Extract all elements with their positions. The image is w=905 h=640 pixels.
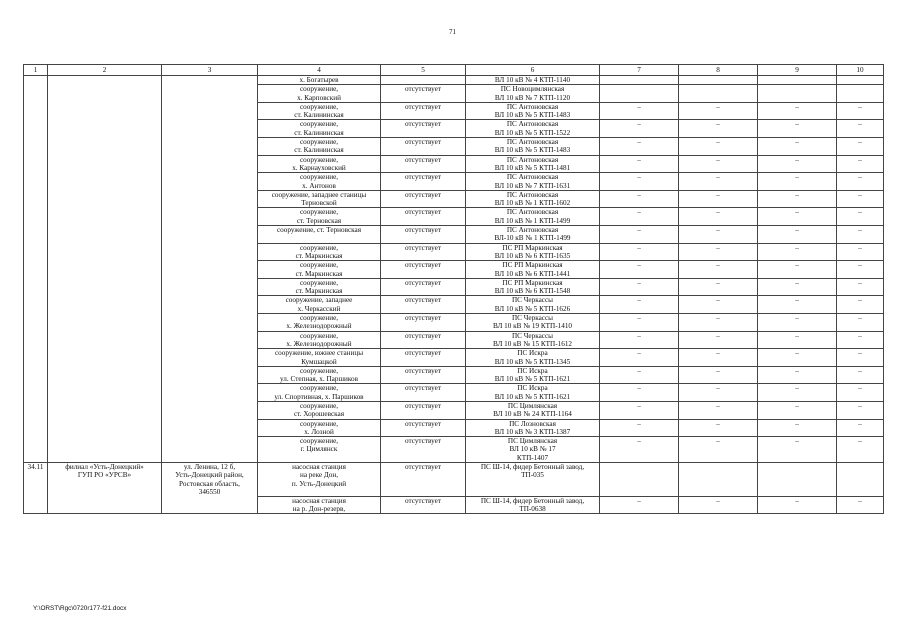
- cell-c4: сооружение, х. Карповский: [258, 85, 381, 103]
- cell-c8: –: [679, 173, 758, 191]
- column-number: 5: [381, 65, 466, 76]
- cell-c9: –: [758, 102, 837, 120]
- cell-c7: [600, 463, 679, 497]
- cell-c7: –: [600, 296, 679, 314]
- cell-c9: –: [758, 384, 837, 402]
- cell-c10: –: [837, 278, 884, 296]
- cell-c6: ПС Ш-14, фидер Бетонный завод, ТП-0638: [466, 496, 600, 514]
- cell-c9: –: [758, 261, 837, 279]
- cell-c6: ПС Искра ВЛ 10 кВ № 5 КТП-1621: [466, 384, 600, 402]
- cell-c7: –: [600, 190, 679, 208]
- cell-c9: –: [758, 173, 837, 191]
- cell-c5: отсутствует: [381, 331, 466, 349]
- table-row: [24, 278, 884, 296]
- cell-c1: [24, 120, 48, 138]
- cell-c6: ПС Антоновская ВЛ 10 кВ № 5 КТП-1522: [466, 120, 600, 138]
- cell-c4: сооружение, западнее х. Черкасский: [258, 296, 381, 314]
- cell-c8: –: [679, 331, 758, 349]
- cell-c9: –: [758, 155, 837, 173]
- cell-c6: ПС Искра ВЛ 10 кВ № 5 КТП-1345: [466, 349, 600, 367]
- cell-c5: отсутствует: [381, 226, 466, 244]
- cell-c1: [24, 437, 48, 463]
- cell-c3: [162, 401, 258, 419]
- table-row: [24, 138, 884, 156]
- cell-c4: сооружение, х. Лозной: [258, 419, 381, 437]
- cell-c4: сооружение, ст. Калининская: [258, 138, 381, 156]
- cell-c3: [162, 173, 258, 191]
- cell-c1: [24, 401, 48, 419]
- cell-c9: [758, 76, 837, 85]
- cell-c10: –: [837, 120, 884, 138]
- cell-c2: [48, 349, 162, 367]
- cell-c4: сооружение, ул. Степная, х. Паршиков: [258, 366, 381, 384]
- cell-c10: –: [837, 208, 884, 226]
- cell-c2: [48, 120, 162, 138]
- data-table: [23, 64, 884, 514]
- cell-c8: –: [679, 349, 758, 367]
- cell-c8: –: [679, 366, 758, 384]
- cell-c10: –: [837, 190, 884, 208]
- cell-c9: –: [758, 496, 837, 514]
- column-number: 1: [24, 65, 48, 76]
- cell-c6: ПС Антоновская ВЛ 10 кВ № 5 КТП-1483: [466, 102, 600, 120]
- cell-c7: –: [600, 401, 679, 419]
- cell-c5: отсутствует: [381, 314, 466, 332]
- cell-c8: –: [679, 314, 758, 332]
- column-number: 8: [679, 65, 758, 76]
- cell-c9: –: [758, 331, 837, 349]
- cell-c5: отсутствует: [381, 155, 466, 173]
- column-number: 10: [837, 65, 884, 76]
- cell-c5: отсутствует: [381, 120, 466, 138]
- cell-c2: [48, 85, 162, 103]
- cell-c6: ПС Антоновская ВЛ 10 кВ № 1 КТП-1602: [466, 190, 600, 208]
- cell-c8: –: [679, 226, 758, 244]
- cell-c2: [48, 384, 162, 402]
- cell-c1: [24, 296, 48, 314]
- cell-c10: [837, 76, 884, 85]
- cell-c9: –: [758, 278, 837, 296]
- cell-c6: ПС Антоновская ВЛ-10 кВ № 1 КТП-1499: [466, 226, 600, 244]
- cell-c9: [758, 85, 837, 103]
- cell-c4: сооружение, ст. Терновская: [258, 226, 381, 244]
- cell-c2: [48, 366, 162, 384]
- cell-c3: [162, 120, 258, 138]
- cell-c7: –: [600, 138, 679, 156]
- cell-c9: [758, 463, 837, 497]
- cell-c5: отсутствует: [381, 401, 466, 419]
- cell-c4: сооружение, ул. Спортивная, х. Паршиков: [258, 384, 381, 402]
- cell-c7: –: [600, 331, 679, 349]
- cell-c8: –: [679, 496, 758, 514]
- cell-c9: –: [758, 314, 837, 332]
- cell-c7: –: [600, 496, 679, 514]
- cell-c7: –: [600, 366, 679, 384]
- cell-c7: –: [600, 226, 679, 244]
- cell-c5: отсутствует: [381, 173, 466, 191]
- cell-c7: –: [600, 419, 679, 437]
- cell-c3: [162, 419, 258, 437]
- table-body: [24, 76, 884, 514]
- cell-c4: сооружение, западнее станицы Терновской: [258, 190, 381, 208]
- table-row: [24, 296, 884, 314]
- cell-c8: [679, 85, 758, 103]
- cell-c2: филиал «Усть-Донецкий» ГУП РО «УРСВ»: [48, 463, 162, 497]
- table-row: [24, 384, 884, 402]
- cell-c4: сооружение, южнее станицы Кумшацкой: [258, 349, 381, 367]
- table-row: [24, 401, 884, 419]
- column-number: 7: [600, 65, 679, 76]
- cell-c10: –: [837, 437, 884, 463]
- table-row: [24, 331, 884, 349]
- cell-c6: ПС Черкассы ВЛ 10 кВ № 5 КТП-1626: [466, 296, 600, 314]
- table-row: [24, 85, 884, 103]
- table-row: [24, 120, 884, 138]
- cell-c1: 34.11: [24, 463, 48, 497]
- cell-c2: [48, 243, 162, 261]
- cell-c9: –: [758, 208, 837, 226]
- cell-c3: ул. Ленина, 12 б, Усть-Донецкий район, Ростовская область, 346550: [162, 463, 258, 497]
- cell-c4: сооружение, ст. Калининская: [258, 102, 381, 120]
- cell-c9: –: [758, 138, 837, 156]
- cell-c9: –: [758, 437, 837, 463]
- cell-c6: ПС Цимлянская ВЛ 10 кВ № 24 КТП-1164: [466, 401, 600, 419]
- cell-c1: [24, 85, 48, 103]
- cell-c6: ПС Новоцимлянская ВЛ 10 кВ № 7 КТП-1120: [466, 85, 600, 103]
- cell-c7: –: [600, 243, 679, 261]
- cell-c2: [48, 226, 162, 244]
- cell-c4: х. Богатырев: [258, 76, 381, 85]
- cell-c5: отсутствует: [381, 208, 466, 226]
- cell-c7: –: [600, 155, 679, 173]
- cell-c2: [48, 296, 162, 314]
- cell-c6: ПС РП Маркинская ВЛ 10 кВ № 6 КТП-1635: [466, 243, 600, 261]
- cell-c10: –: [837, 366, 884, 384]
- cell-c4: сооружение, ст. Хорошевская: [258, 401, 381, 419]
- cell-c1: [24, 76, 48, 85]
- cell-c10: –: [837, 243, 884, 261]
- cell-c5: отсутствует: [381, 243, 466, 261]
- column-number: 9: [758, 65, 837, 76]
- cell-c1: [24, 102, 48, 120]
- cell-c3: [162, 226, 258, 244]
- cell-c2: [48, 496, 162, 514]
- column-number: 4: [258, 65, 381, 76]
- table-row: [24, 496, 884, 514]
- cell-c6: ПС Антоновская ВЛ 10 кВ № 5 КТП-1483: [466, 138, 600, 156]
- cell-c5: отсутствует: [381, 102, 466, 120]
- cell-c5: отсутствует: [381, 349, 466, 367]
- cell-c9: –: [758, 120, 837, 138]
- cell-c3: [162, 331, 258, 349]
- cell-c10: –: [837, 349, 884, 367]
- cell-c10: –: [837, 314, 884, 332]
- cell-c5: [381, 76, 466, 85]
- table-row: [24, 155, 884, 173]
- cell-c6: ПС Черкассы ВЛ 10 кВ № 19 КТП-1410: [466, 314, 600, 332]
- cell-c2: [48, 314, 162, 332]
- cell-c7: –: [600, 261, 679, 279]
- cell-c4: сооружение, г. Цимлянск: [258, 437, 381, 463]
- cell-c7: [600, 76, 679, 85]
- cell-c5: отсутствует: [381, 278, 466, 296]
- cell-c6: ПС Лозновская ВЛ 10 кВ № 3 КТП-1387: [466, 419, 600, 437]
- column-number: 2: [48, 65, 162, 76]
- cell-c1: [24, 226, 48, 244]
- cell-c8: –: [679, 155, 758, 173]
- cell-c3: [162, 349, 258, 367]
- table-row: [24, 102, 884, 120]
- cell-c7: –: [600, 173, 679, 191]
- cell-c1: [24, 278, 48, 296]
- cell-c3: [162, 138, 258, 156]
- cell-c8: –: [679, 102, 758, 120]
- cell-c8: –: [679, 190, 758, 208]
- cell-c7: [600, 85, 679, 103]
- cell-c10: –: [837, 173, 884, 191]
- cell-c4: насосная станция на р. Дон-резерв,: [258, 496, 381, 514]
- cell-c6: ПС Антоновская ВЛ 10 кВ № 7 КТП-1631: [466, 173, 600, 191]
- cell-c3: [162, 85, 258, 103]
- cell-c10: –: [837, 331, 884, 349]
- cell-c5: отсутствует: [381, 384, 466, 402]
- cell-c3: [162, 208, 258, 226]
- cell-c3: [162, 155, 258, 173]
- table-row: [24, 349, 884, 367]
- cell-c1: [24, 366, 48, 384]
- table-row: [24, 226, 884, 244]
- cell-c5: отсутствует: [381, 437, 466, 463]
- cell-c3: [162, 76, 258, 85]
- table-row: [24, 208, 884, 226]
- cell-c9: –: [758, 190, 837, 208]
- cell-c1: [24, 384, 48, 402]
- cell-c2: [48, 173, 162, 191]
- cell-c9: –: [758, 226, 837, 244]
- cell-c10: –: [837, 496, 884, 514]
- cell-c3: [162, 366, 258, 384]
- cell-c9: –: [758, 401, 837, 419]
- cell-c7: –: [600, 437, 679, 463]
- cell-c9: –: [758, 366, 837, 384]
- table-row: [24, 173, 884, 191]
- cell-c1: [24, 331, 48, 349]
- cell-c3: [162, 278, 258, 296]
- cell-c4: сооружение, ст. Маркинская: [258, 243, 381, 261]
- cell-c4: сооружение, ст. Маркинская: [258, 278, 381, 296]
- cell-c2: [48, 138, 162, 156]
- cell-c2: [48, 155, 162, 173]
- cell-c1: [24, 138, 48, 156]
- cell-c5: отсутствует: [381, 463, 466, 497]
- cell-c2: [48, 419, 162, 437]
- cell-c8: –: [679, 278, 758, 296]
- cell-c6: ПС РП Маркинская ВЛ 10 кВ № 6 КТП-1441: [466, 261, 600, 279]
- cell-c3: [162, 296, 258, 314]
- table-row: [24, 437, 884, 463]
- cell-c8: [679, 76, 758, 85]
- cell-c1: [24, 314, 48, 332]
- cell-c4: сооружение, ст. Маркинская: [258, 261, 381, 279]
- cell-c2: [48, 208, 162, 226]
- file-path-footer: Y:\ORST\Rgc\0720r177-f21.docx: [33, 605, 127, 612]
- cell-c1: [24, 349, 48, 367]
- cell-c3: [162, 243, 258, 261]
- cell-c1: [24, 261, 48, 279]
- cell-c2: [48, 401, 162, 419]
- cell-c8: –: [679, 261, 758, 279]
- cell-c4: сооружение, ст. Калининская: [258, 120, 381, 138]
- table-row: [24, 190, 884, 208]
- cell-c6: ПС Искра ВЛ 10 кВ № 5 КТП-1621: [466, 366, 600, 384]
- page-number: 71: [449, 28, 456, 36]
- cell-c9: –: [758, 296, 837, 314]
- cell-c2: [48, 190, 162, 208]
- table-row: [24, 314, 884, 332]
- cell-c6: ПС Черкассы ВЛ 10 кВ № 15 КТП-1612: [466, 331, 600, 349]
- column-number: 3: [162, 65, 258, 76]
- cell-c8: –: [679, 138, 758, 156]
- cell-c8: –: [679, 243, 758, 261]
- cell-c3: [162, 314, 258, 332]
- cell-c4: сооружение, х. Железнодорожный: [258, 314, 381, 332]
- table-row: [24, 76, 884, 85]
- cell-c2: [48, 437, 162, 463]
- cell-c8: –: [679, 419, 758, 437]
- cell-c4: сооружение, х. Антонов: [258, 173, 381, 191]
- cell-c1: [24, 208, 48, 226]
- cell-c8: –: [679, 437, 758, 463]
- cell-c6: ВЛ 10 кВ № 4 КТП-1140: [466, 76, 600, 85]
- cell-c3: [162, 102, 258, 120]
- cell-c7: –: [600, 349, 679, 367]
- cell-c5: отсутствует: [381, 85, 466, 103]
- cell-c5: отсутствует: [381, 296, 466, 314]
- cell-c2: [48, 278, 162, 296]
- table-row: [24, 366, 884, 384]
- cell-c10: [837, 463, 884, 497]
- table-row: [24, 243, 884, 261]
- cell-c8: –: [679, 296, 758, 314]
- cell-c1: [24, 173, 48, 191]
- cell-c2: [48, 331, 162, 349]
- cell-c1: [24, 419, 48, 437]
- cell-c10: –: [837, 155, 884, 173]
- cell-c3: [162, 384, 258, 402]
- cell-c10: –: [837, 384, 884, 402]
- cell-c6: ПС Ш-14, фидер Бетонный завод, ТП-035: [466, 463, 600, 497]
- table-row: [24, 261, 884, 279]
- cell-c10: –: [837, 138, 884, 156]
- cell-c8: [679, 463, 758, 497]
- cell-c4: насосная станция на реке Дон, п. Усть-Донецкий: [258, 463, 381, 497]
- cell-c10: –: [837, 419, 884, 437]
- cell-c4: сооружение, х. Железнодорожный: [258, 331, 381, 349]
- cell-c8: –: [679, 401, 758, 419]
- cell-c6: ПС Антоновская ВЛ 10 кВ № 1 КТП-1499: [466, 208, 600, 226]
- cell-c7: –: [600, 208, 679, 226]
- cell-c5: отсутствует: [381, 496, 466, 514]
- cell-c1: [24, 155, 48, 173]
- cell-c3: [162, 437, 258, 463]
- cell-c9: –: [758, 419, 837, 437]
- cell-c6: ПС РП Маркинская ВЛ 10 кВ № 6 КТП-1548: [466, 278, 600, 296]
- cell-c10: –: [837, 226, 884, 244]
- cell-c6: ПС Цимлянская ВЛ 10 кВ № 17 КТП-1407: [466, 437, 600, 463]
- column-number-row: [24, 65, 884, 76]
- cell-c5: отсутствует: [381, 419, 466, 437]
- cell-c7: –: [600, 102, 679, 120]
- cell-c9: –: [758, 243, 837, 261]
- cell-c5: отсутствует: [381, 138, 466, 156]
- cell-c2: [48, 102, 162, 120]
- cell-c1: [24, 243, 48, 261]
- cell-c6: ПС Антоновская ВЛ 10 кВ № 5 КТП-1481: [466, 155, 600, 173]
- cell-c4: сооружение, х. Карнауховский: [258, 155, 381, 173]
- cell-c10: [837, 85, 884, 103]
- cell-c10: –: [837, 401, 884, 419]
- cell-c2: [48, 76, 162, 85]
- cell-c10: –: [837, 261, 884, 279]
- cell-c5: отсутствует: [381, 366, 466, 384]
- cell-c10: –: [837, 102, 884, 120]
- cell-c7: –: [600, 120, 679, 138]
- cell-c8: –: [679, 120, 758, 138]
- cell-c3: [162, 261, 258, 279]
- cell-c3: [162, 190, 258, 208]
- cell-c5: отсутствует: [381, 190, 466, 208]
- table-row: [24, 419, 884, 437]
- cell-c3: [162, 496, 258, 514]
- cell-c8: –: [679, 208, 758, 226]
- cell-c2: [48, 261, 162, 279]
- cell-c5: отсутствует: [381, 261, 466, 279]
- cell-c9: –: [758, 349, 837, 367]
- column-number: 6: [466, 65, 600, 76]
- cell-c7: –: [600, 384, 679, 402]
- cell-c7: –: [600, 314, 679, 332]
- table-row: [24, 463, 884, 497]
- cell-c1: [24, 190, 48, 208]
- cell-c10: –: [837, 296, 884, 314]
- cell-c7: –: [600, 278, 679, 296]
- cell-c4: сооружение, ст. Терновская: [258, 208, 381, 226]
- cell-c8: –: [679, 384, 758, 402]
- cell-c1: [24, 496, 48, 514]
